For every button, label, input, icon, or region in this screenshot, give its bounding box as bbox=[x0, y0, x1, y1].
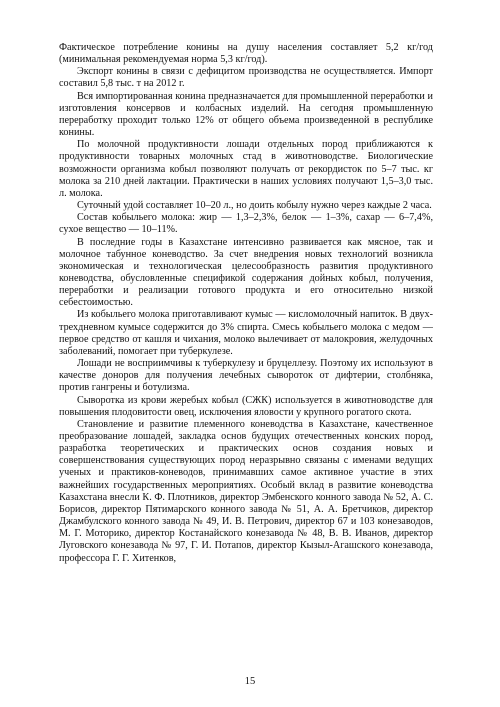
paragraph: Фактическое потребление конины на душу населения составляет 5,2 кг/год (минимальная рекомендуемая норма 5,3 кг/год). bbox=[59, 42, 433, 66]
page-number: 15 bbox=[244, 676, 256, 687]
paragraph: Суточный удой составляет 10–20 л., но доить кобылу нужно через каждые 2 часа. bbox=[77, 200, 432, 212]
paragraph: Экспорт конины в связи с дефицитом производства не осуществляется. Импорт составил 5,8 тыс. т на 2012 г. bbox=[59, 66, 433, 90]
paragraph: Вся импортированная конина предназначается для промышленной переработки и изготовления консервов и колбасных изделий. На сегодня промышленную переработку проходит только 12% от общего объема произведенной в республике конины. bbox=[59, 90, 433, 139]
paragraph: В последние годы в Казахстане интенсивно развивается как мясное, так и молочное табунное коневодство. За счет внедрения новых технологий возникла экономическая и технологическая целесообразность развития продуктивного коневодства, обусловленные спецификой содержания дойных кобыл, получения, переработки и реализации готового продукта и его относительно низкой себестоимостью. bbox=[59, 236, 433, 309]
paragraph: Лошади не восприимчивы к туберкулезу и бруцеллезу. Поэтому их используют в качестве доноров для получения лечебных сывороток от дифтерии, столбняка, против гангрены и ботулизма. bbox=[59, 358, 433, 394]
paragraph: Сыворотка из крови жеребых кобыл (СЖК) используется в животноводстве для повышения плодовитости овец, исключения яловости у крупного рогатого скота. bbox=[59, 394, 433, 418]
body-text bbox=[59, 42, 433, 565]
paragraph: По молочной продуктивности лошади отдельных пород приближаются к продуктивности товарных молочных стад в животноводстве. Биологические возможности организма кобыл позволяют получать от рекордисток по 5–7 тыс. кг молока за 210 дней лактации. Практически в наших условиях получают 1,5–3,0 тыс. л. молока. bbox=[59, 139, 433, 199]
paragraph: Из кобыльего молока приготавливают кумыс — кисломолочный напиток. В двух-трехдневном кумысе содержится до 3% спирта. Смесь кобыльего молока с медом — первое средство от кашля и чихания, молоко вылечивает от малокровия, желудочных заболеваний, помогает при туберкулезе. bbox=[59, 309, 433, 357]
paragraph: Становление и развитие племенного коневодства в Казахстане, качественное преобразование лошадей, закладка основ будущих отечественных конских пород, разработка теоретических и практических основ создания новых и совершенствования существующих пород неразрывно связаны с именами ведущих ученых и практиков-коневодов, принимавших самое активное участие в этих важнейших государственных мероприятиях. Особый вклад в развитие коневодства Казахстана внесли К. Ф. Плотников, директор Эмбенского конного завода № 52, А. С. Борисов, директор Пятимарского конного завода № 51, А. А. Бретчиков, директор Джамбулского конного завода № 49, И. В. Петрович, директор 67 и 103 конезаводов, М. Г. Моторико, директор Костанайского конезавода № 48, В. В. Иванов, директор Луговского конезавода № 97, Г. И. Потапов, директор Кызыл-Агашского конезавода, профессора Г. Г. Хитенков, bbox=[59, 418, 433, 564]
paragraph: Состав кобыльего молока: жир — 1,3–2,3%, белок — 1–3%, сахар — 6–7,4%, сухое вещество — 10–11%. bbox=[59, 212, 433, 236]
